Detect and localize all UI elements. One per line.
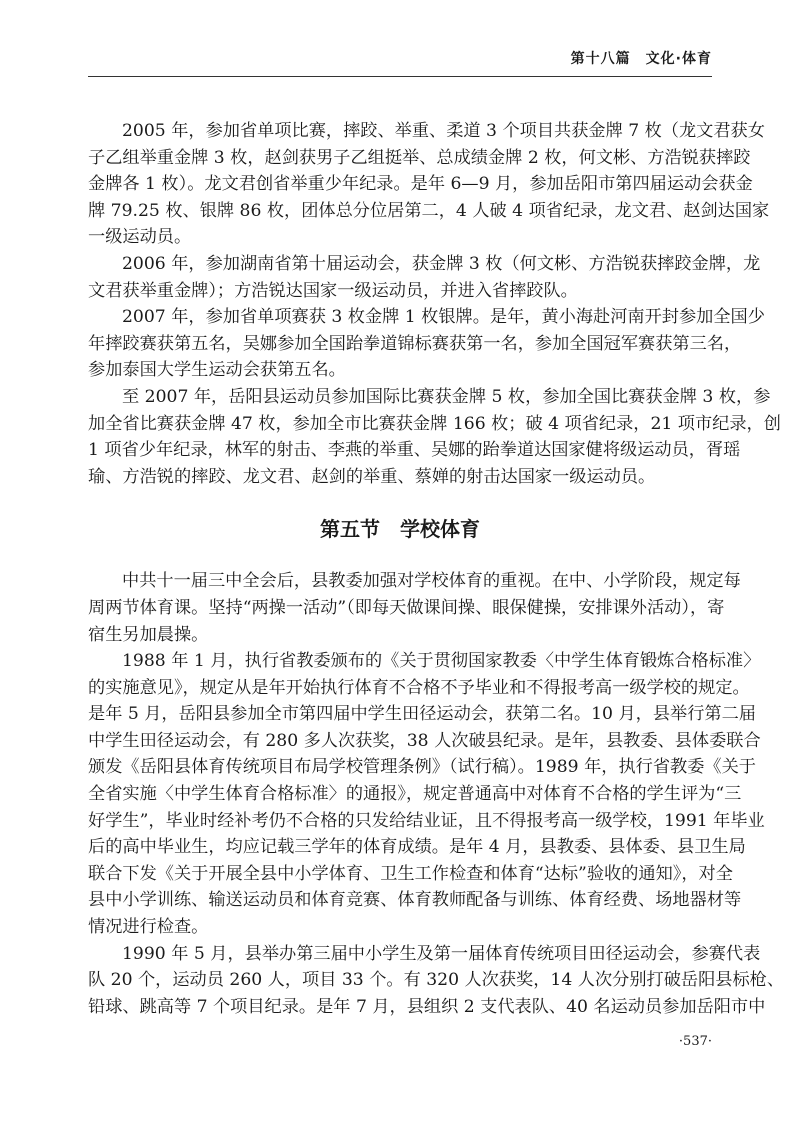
text-line: 2005 年，参加省单项比赛，摔跤、举重、柔道 3 个项目共获金牌 7 枚（龙文君获女: [122, 121, 765, 141]
text-line: 县中小学训练、输送运动员和体育竞赛、体育教师配备与训练、体育经费、场地器材等: [88, 890, 742, 911]
text-line: 是年 5 月，岳阳县参加全市第四届中学生田径运动会，获第二名。10 月，县举行第二届: [88, 704, 756, 725]
page-number: ·537·: [678, 1034, 712, 1049]
text-line: 周两节体育课。坚持“两操一活动”（即每天做课间操、眼保健操，安排课外活动），寄: [88, 597, 725, 618]
text-line: 1988 年 1 月，执行省教委颁布的《关于贯彻国家教委〈中学生体育锻炼合格标准〉: [122, 651, 761, 672]
text-line: 全省实施〈中学生体育合格标准〉的通报》，规定普通高中对体育不合格的学生评为“三: [88, 784, 742, 805]
chapter-title: 第十八篇 文化·体育: [570, 51, 712, 67]
paragraph: [88, 304, 765, 384]
text-line: 子乙组举重金牌 3 枚，赵剑获男子乙组挺举、总成绩金牌 2 枚，何文彬、方浩锐获摔跤: [88, 147, 751, 168]
text-line: 好学生”，毕业时经补考仍不合格的只发给结业证，且不得报考高一级学校，1991 年毕业: [88, 810, 765, 831]
text-line: 情况进行检查。: [88, 917, 209, 938]
text-line: 铅球、跳高等 7 个项目纪录。是年 7 月，县组织 2 支代表队、40 名运动员参加岳阳市中: [88, 996, 766, 1017]
text-line: 2007 年，参加省单项赛获 3 枚金牌 1 枚银牌。是年，黄小海赴河南开封参加全国少: [122, 307, 765, 328]
previous-section-text: [88, 118, 781, 490]
text-line: 金牌各 1 枚）。龙文君创省举重少年纪录。是年 6—9 月，参加岳阳市第四届运动会获金: [88, 174, 753, 195]
text-line: 宿生另加晨操。: [88, 624, 209, 645]
paragraph: [88, 568, 741, 648]
paragraph: [88, 118, 770, 251]
text-line: 一级运动员。: [88, 227, 192, 248]
text-line: 牌 79.25 枚、银牌 86 枚，团体总分位居第二，4 人破 4 项省纪录，龙文君、赵剑达国家: [88, 200, 770, 221]
text-line: 文君获举重金牌）；方浩锐达国家一级运动员，并进入省摔跤队。: [88, 280, 578, 301]
paragraph: [88, 251, 761, 304]
text-line: 颁发《岳阳县体育传统项目布局学校管理条例》（试行稿）。1989 年，执行省教委《关于: [88, 757, 756, 778]
text-line: 2006 年，参加湖南省第十届运动会，获金牌 3 枚（何文彬、方浩锐获摔跤金牌，龙: [122, 253, 761, 274]
text-line: 后的高中毕业生，均应记载三学年的体育成绩。是年 4 月，县教委、县体委、县卫生局: [88, 837, 746, 858]
text-line: 年摔跤赛获第五名，吴娜参加全国跆拳道锦标赛获第一名，参加全国冠军赛获第三名，: [88, 333, 742, 354]
page-body: [88, 118, 785, 1020]
paragraph: [88, 648, 765, 941]
text-line: 中共十一届三中全会后，县教委加强对学校体育的重视。在中、小学阶段，规定每: [122, 571, 741, 592]
paragraph: [88, 384, 781, 490]
text-line: 联合下发《关于开展全县中小学体育、卫生工作检查和体育“达标”验收的通知》，对全: [88, 863, 733, 884]
text-line: 参加泰国大学生运动会获第五名。: [88, 360, 346, 381]
running-header: [88, 44, 712, 77]
text-line: 加全省比赛获金牌 47 枚，参加全市比赛获金牌 166 枚；破 4 项省纪录，21 项市纪录，创: [88, 413, 781, 434]
text-line: 1990 年 5 月，县举办第三届中小学生及第一届体育传统项目田径运动会，参赛代表: [122, 943, 761, 964]
section-text: [88, 568, 785, 1020]
text-line: 瑜、方浩锐的摔跤、龙文君、赵剑的举重、蔡婵的射击达国家一级运动员。: [88, 466, 656, 487]
section-heading: 第五节 学校体育: [320, 517, 480, 542]
text-line: 的实施意见》，规定从是年开始执行体育不合格不予毕业和不得报考高一级学校的规定。: [88, 677, 750, 698]
paragraph: [88, 941, 785, 1021]
text-line: 1 项省少年纪录，林军的射击、李燕的举重、吴娜的跆拳道达国家健将级运动员，胥瑶: [88, 440, 741, 461]
text-line: 至 2007 年，岳阳县运动员参加国际比赛获金牌 5 枚，参加全国比赛获金牌 3 枚，参: [122, 386, 771, 407]
text-line: 中学生田径运动会，有 280 多人次获奖，38 人次破县纪录。是年，县教委、县体委联合: [88, 730, 761, 751]
text-line: 队 20 个，运动员 260 人，项目 33 个。有 320 人次获奖，14 人次分别打破岳阳县标枪、: [88, 970, 785, 991]
